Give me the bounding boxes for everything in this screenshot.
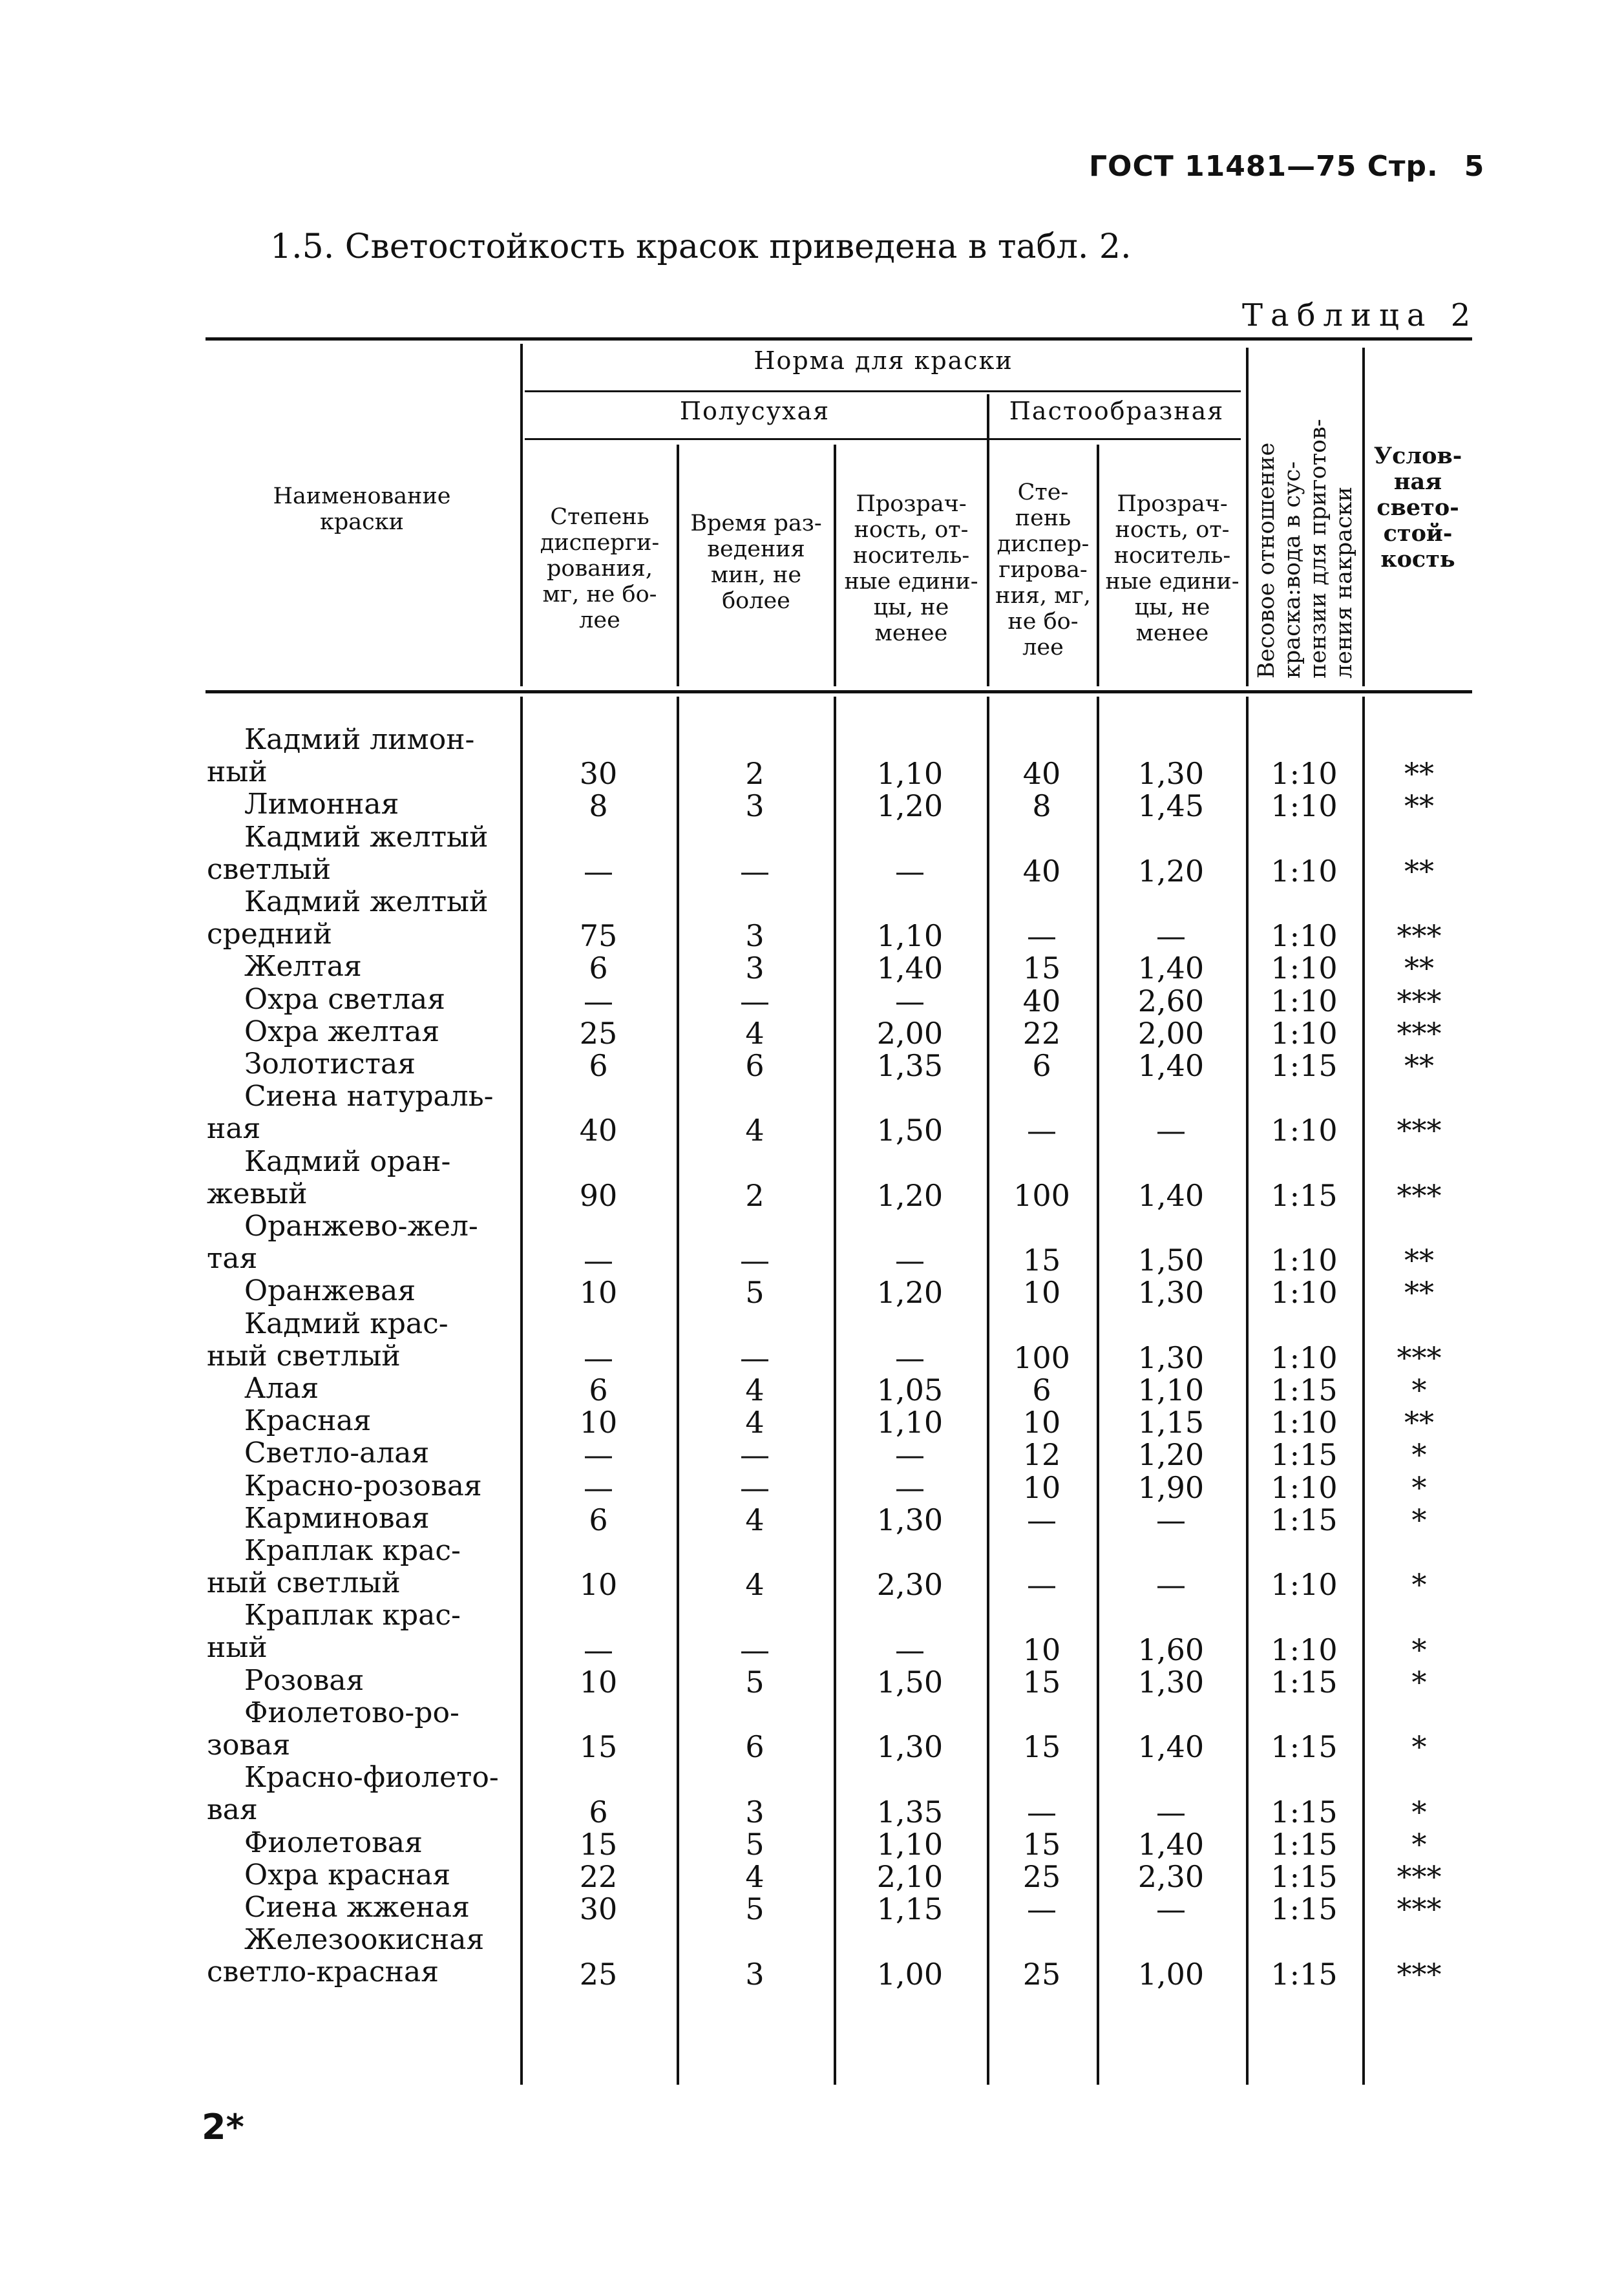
table-cell: 15	[1022, 951, 1061, 986]
table-cell: **	[1404, 1048, 1434, 1083]
col-divider	[520, 344, 523, 686]
paint-name: Охра красная	[244, 1859, 451, 1891]
paint-name: Золотистая	[244, 1048, 416, 1080]
paint-name: Оранжево-жел- тая	[207, 1210, 478, 1275]
table-cell: **	[1404, 1275, 1434, 1311]
table-cell: 6	[589, 1048, 608, 1083]
paint-name: Лимонная	[244, 788, 399, 821]
table-cell: 100	[1013, 1340, 1070, 1375]
table-cell: 1:10	[1271, 1275, 1338, 1311]
table-cell: ***	[1397, 983, 1442, 1018]
table-cell: 2,30	[1137, 1859, 1205, 1894]
col-divider	[1097, 445, 1099, 686]
table-cell: 2	[745, 756, 765, 792]
table-cell: 1,90	[1137, 1470, 1205, 1505]
table-cell: **	[1404, 1405, 1434, 1440]
table-cell: 1,20	[876, 788, 944, 824]
table-cell: 1,40	[1137, 1729, 1205, 1765]
table-cell: 40	[579, 1113, 618, 1148]
col-divider	[834, 697, 836, 2085]
paint-name: Краплак крас- ный светлый	[207, 1534, 461, 1599]
table-cell: 1:10	[1271, 853, 1338, 889]
col-divider	[1362, 348, 1365, 686]
table-cell: 3	[745, 918, 765, 954]
page-header	[1089, 150, 1484, 183]
table-cell: 10	[1022, 1275, 1061, 1311]
table-cell: —	[584, 983, 613, 1018]
table-cell: 1:15	[1271, 1859, 1338, 1894]
table-cell: 4	[745, 1405, 765, 1440]
paint-name: Фиолетово-ро- зовая	[207, 1696, 459, 1762]
table-cell: —	[1156, 918, 1186, 954]
table-cell: —	[740, 1340, 770, 1375]
table-cell: 40	[1022, 756, 1061, 792]
table-cell: 8	[1032, 788, 1051, 824]
header-gost: ГОСТ 11481—75 Стр.	[1089, 150, 1439, 183]
table-cell: ***	[1397, 918, 1442, 954]
table-cell: —	[584, 1437, 613, 1473]
paint-name: Железоокисная светло-красная	[207, 1923, 485, 1989]
table-cell: 1:10	[1271, 788, 1338, 824]
table-cell: —	[584, 853, 613, 889]
table-cell: 6	[589, 1502, 608, 1537]
table-cell: 1,40	[1137, 951, 1205, 986]
paint-name: Алая	[244, 1372, 319, 1405]
table-cell: —	[1156, 1891, 1186, 1927]
table-cell: 2,60	[1137, 983, 1205, 1018]
table-cell: 6	[745, 1048, 765, 1083]
paint-name: Оранжевая	[244, 1274, 416, 1308]
table-cell: 1:10	[1271, 1113, 1338, 1148]
table-cell: —	[895, 1340, 925, 1375]
table-cell: 1,50	[1137, 1243, 1205, 1278]
table-cell: 1,40	[876, 951, 944, 986]
table-cell: —	[895, 1632, 925, 1667]
table-cell: —	[740, 1437, 770, 1473]
table-cell: ***	[1397, 1859, 1442, 1894]
table-cell: —	[584, 1340, 613, 1375]
paint-name: Кадмий лимон- ный	[207, 723, 475, 788]
paint-name: Желтая	[244, 950, 362, 984]
table-cell: 1,50	[876, 1113, 944, 1148]
paint-name: Кадмий желтый средний	[207, 885, 489, 951]
table-cell: 6	[745, 1729, 765, 1765]
table-cell: 1:15	[1271, 1048, 1338, 1083]
table-cell: 10	[579, 1405, 618, 1440]
table-cell: 1,10	[1137, 1373, 1205, 1407]
group-header-semidry: Полусухая	[679, 397, 830, 425]
table-cell: 1,20	[876, 1177, 944, 1213]
table-cell: —	[584, 1243, 613, 1278]
table-cell: 12	[1022, 1437, 1061, 1473]
table-cell: —	[1027, 1891, 1057, 1927]
table-cell: 1:10	[1271, 1632, 1338, 1667]
col-header-ratio: Весовое отношение краска:вода в сус- пензии для приготов- ления накраски	[1254, 419, 1357, 679]
table-cell: —	[584, 1470, 613, 1505]
table-cell: 5	[745, 1664, 765, 1700]
table-cell: 30	[579, 1891, 618, 1927]
table-cell: 1:15	[1271, 1956, 1338, 1992]
table-cell: —	[1156, 1794, 1186, 1829]
table-cell: 25	[1022, 1956, 1061, 1992]
col-divider	[520, 697, 523, 2085]
table-cell: 1,10	[876, 1405, 944, 1440]
table-cell: —	[895, 1437, 925, 1473]
table-cell: 4	[745, 1502, 765, 1537]
table-cell: 4	[745, 1567, 765, 1603]
table-cell: *	[1411, 1373, 1427, 1407]
intro-paragraph: 1.5. Светостойкость красок приведена в табл. 2.	[270, 227, 1132, 266]
table-cell: 75	[579, 918, 618, 954]
table-cell: 6	[1032, 1048, 1051, 1083]
paint-name: Светло-алая	[244, 1437, 430, 1470]
table-cell: 1,15	[1137, 1405, 1205, 1440]
table-cell: —	[895, 1243, 925, 1278]
table-cell: —	[1156, 1502, 1186, 1537]
table-cell: 1,10	[876, 918, 944, 954]
table-cell: ***	[1397, 1340, 1442, 1375]
col-divider	[987, 394, 989, 686]
table-cell: 4	[745, 1015, 765, 1051]
table-cell: 1,45	[1137, 788, 1205, 824]
table-cell: 22	[579, 1859, 618, 1894]
table-cell: 1:15	[1271, 1664, 1338, 1700]
table-cell: **	[1404, 756, 1434, 792]
col-header-paste-transparency: Прозрач- ность, от- носитель- ные едини- цы, не менее	[1105, 491, 1239, 646]
table-cell: ***	[1397, 1113, 1442, 1148]
table-cell: 15	[1022, 1664, 1061, 1700]
table-cell: 3	[745, 1956, 765, 1992]
table-cell: 100	[1013, 1177, 1070, 1213]
table-cell: —	[740, 1632, 770, 1667]
table-cell: 10	[579, 1275, 618, 1311]
table-top-rule	[206, 337, 1472, 341]
table-cell: 4	[745, 1113, 765, 1148]
table-cell: 40	[1022, 853, 1061, 889]
col-divider	[677, 697, 679, 2085]
table-cell: 10	[579, 1664, 618, 1700]
table-cell: 10	[579, 1567, 618, 1603]
table-cell: *	[1411, 1470, 1427, 1505]
table-cell: 1,10	[876, 1826, 944, 1862]
table-cell: 1:10	[1271, 1405, 1338, 1440]
paint-name: Охра светлая	[244, 982, 446, 1016]
paint-name: Сиена натураль- ная	[207, 1080, 494, 1146]
table-cell: 25	[579, 1015, 618, 1051]
table-cell: 3	[745, 1794, 765, 1829]
table-cell: —	[740, 1243, 770, 1278]
table-cell: *	[1411, 1794, 1427, 1829]
paint-name: Красно-розовая	[244, 1469, 482, 1502]
paint-name: Кадмий оран- жевый	[207, 1144, 451, 1210]
table-cell: *	[1411, 1729, 1427, 1765]
subgroup-rule	[525, 438, 1241, 440]
table-cell: 1:10	[1271, 918, 1338, 954]
table-cell: **	[1404, 1243, 1434, 1278]
table-cell: 8	[589, 788, 608, 824]
table-cell: 5	[745, 1275, 765, 1311]
table-cell: 1,30	[1137, 1664, 1205, 1700]
table-cell: 1:10	[1271, 983, 1338, 1018]
table-cell: 1:15	[1271, 1826, 1338, 1862]
table-cell: **	[1404, 853, 1434, 889]
table-cell: 1,20	[876, 1275, 944, 1311]
table-cell: 1:15	[1271, 1891, 1338, 1927]
table-cell: 1:15	[1271, 1373, 1338, 1407]
table-cell: —	[1027, 918, 1057, 954]
table-cell: 1,20	[1137, 853, 1205, 889]
table-cell: 40	[1022, 983, 1061, 1018]
header-bottom-rule	[206, 690, 1472, 693]
table-cell: ***	[1397, 1956, 1442, 1992]
table-cell: 15	[579, 1729, 618, 1765]
table-cell: —	[1156, 1113, 1186, 1148]
table-cell: *	[1411, 1567, 1427, 1603]
table-cell: 1:15	[1271, 1177, 1338, 1213]
table-cell: 1,00	[876, 1956, 944, 1992]
table-cell: 10	[1022, 1632, 1061, 1667]
paint-name: Фиолетовая	[244, 1826, 423, 1859]
paint-name: Красно-фиолето- вая	[207, 1761, 499, 1827]
table-cell: 1,30	[1137, 1340, 1205, 1375]
col-header-semi-time: Время раз- ведения мин, не более	[690, 511, 822, 614]
table-cell: 1:15	[1271, 1502, 1338, 1537]
table-cell: 2,10	[876, 1859, 944, 1894]
col-header-paste-dispersion: Сте- пень диспер- гирова- ния, мг, не бо- лее	[995, 479, 1091, 660]
table-cell: 6	[589, 951, 608, 986]
table-cell: ***	[1397, 1891, 1442, 1927]
table-cell: 1,30	[876, 1502, 944, 1537]
table-cell: 1,30	[1137, 1275, 1205, 1311]
table-cell: 3	[745, 788, 765, 824]
col-header-name: Наименование краски	[273, 483, 451, 535]
table-cell: —	[1156, 1567, 1186, 1603]
table-cell: 1:10	[1271, 1340, 1338, 1375]
table-cell: 6	[589, 1794, 608, 1829]
paint-name: Карминовая	[244, 1501, 430, 1535]
table-cell: —	[740, 1470, 770, 1505]
table-cell: **	[1404, 951, 1434, 986]
table-cell: 22	[1022, 1015, 1061, 1051]
table-cell: *	[1411, 1826, 1427, 1862]
paint-name: Кадмий крас- ный светлый	[207, 1307, 448, 1373]
col-header-semi-dispersion: Степень дисперги- рования, мг, не бо- лее	[540, 504, 660, 633]
table-cell: 1,60	[1137, 1632, 1205, 1667]
table-cell: 1:15	[1271, 1437, 1338, 1473]
table-cell: **	[1404, 788, 1434, 824]
table-cell: 10	[1022, 1470, 1061, 1505]
table-cell: 1,40	[1137, 1826, 1205, 1862]
table-cell: 15	[1022, 1243, 1061, 1278]
group-header-paste: Пастообразная	[1009, 397, 1225, 425]
col-divider	[1246, 348, 1249, 686]
table-cell: 1,30	[1137, 756, 1205, 792]
col-divider	[834, 445, 836, 686]
table-cell: *	[1411, 1502, 1427, 1537]
table-cell: —	[1027, 1567, 1057, 1603]
table-cell: 2	[745, 1177, 765, 1213]
col-header-semi-transparency: Прозрач- ность, от- носитель- ные едини- цы, не менее	[844, 491, 978, 646]
table-cell: 15	[579, 1826, 618, 1862]
paint-name: Красная	[244, 1404, 372, 1438]
table-cell: 1,35	[876, 1048, 944, 1083]
table-cell: 2,00	[1137, 1015, 1205, 1051]
paint-name: Розовая	[244, 1663, 364, 1697]
table-cell: 4	[745, 1373, 765, 1407]
table-cell: 1:10	[1271, 1567, 1338, 1603]
table-cell: 1:15	[1271, 1794, 1338, 1829]
table-cell: 90	[579, 1177, 618, 1213]
table-cell: 6	[589, 1373, 608, 1407]
table-cell: 1:15	[1271, 1729, 1338, 1765]
table-cell: 25	[579, 1956, 618, 1992]
table-cell: 1:10	[1271, 1243, 1338, 1278]
table-cell: 1:10	[1271, 756, 1338, 792]
table-cell: ***	[1397, 1177, 1442, 1213]
col-divider	[677, 445, 679, 686]
table-cell: *	[1411, 1632, 1427, 1667]
table-cell: 5	[745, 1826, 765, 1862]
table-cell: —	[584, 1632, 613, 1667]
table-cell: 1,40	[1137, 1177, 1205, 1213]
table-cell: —	[740, 853, 770, 889]
page-number: 5	[1464, 150, 1485, 183]
table-cell: 6	[1032, 1373, 1051, 1407]
table-cell: 1:10	[1271, 951, 1338, 986]
table-cell: *	[1411, 1437, 1427, 1473]
group-rule	[525, 390, 1241, 392]
table-cell: 4	[745, 1859, 765, 1894]
table-cell: 1,10	[876, 756, 944, 792]
table-cell: 1,20	[1137, 1437, 1205, 1473]
group-header-norm: Норма для краски	[754, 346, 1013, 375]
table-cell: 10	[1022, 1405, 1061, 1440]
col-header-lightfastness: Услов- ная свето- стой- кость	[1373, 443, 1462, 573]
table-cell: 1,05	[876, 1373, 944, 1407]
table-cell: 1,40	[1137, 1048, 1205, 1083]
table-cell: 15	[1022, 1729, 1061, 1765]
table-cell: —	[895, 983, 925, 1018]
table-cell: 1,00	[1137, 1956, 1205, 1992]
table-cell: *	[1411, 1664, 1427, 1700]
table-cell: 1:10	[1271, 1470, 1338, 1505]
table-cell: 1:10	[1271, 1015, 1338, 1051]
table-cell: —	[1027, 1502, 1057, 1537]
table-cell: —	[1027, 1113, 1057, 1148]
table-cell: —	[895, 1470, 925, 1505]
paint-name: Краплак крас- ный	[207, 1599, 461, 1665]
table-cell: 15	[1022, 1826, 1061, 1862]
table-cell: 1,30	[876, 1729, 944, 1765]
paint-name: Охра желтая	[244, 1015, 440, 1048]
table-cell: 1,35	[876, 1794, 944, 1829]
paint-name: Кадмий желтый светлый	[207, 820, 489, 886]
table-cell: 2,00	[876, 1015, 944, 1051]
table-cell: 3	[745, 951, 765, 986]
table-cell: —	[740, 983, 770, 1018]
table-cell: 1,50	[876, 1664, 944, 1700]
table-cell: 1,15	[876, 1891, 944, 1927]
table-cell: ***	[1397, 1015, 1442, 1051]
table-cell: —	[895, 853, 925, 889]
table-cell: —	[1027, 1794, 1057, 1829]
table-cell: 2,30	[876, 1567, 944, 1603]
table-cell: 30	[579, 756, 618, 792]
paint-name: Сиена жженая	[244, 1891, 470, 1924]
table-caption: Таблица 2	[1242, 297, 1479, 333]
table-cell: 5	[745, 1891, 765, 1927]
table-cell: 25	[1022, 1859, 1061, 1894]
footer-mark: 2*	[202, 2107, 244, 2147]
